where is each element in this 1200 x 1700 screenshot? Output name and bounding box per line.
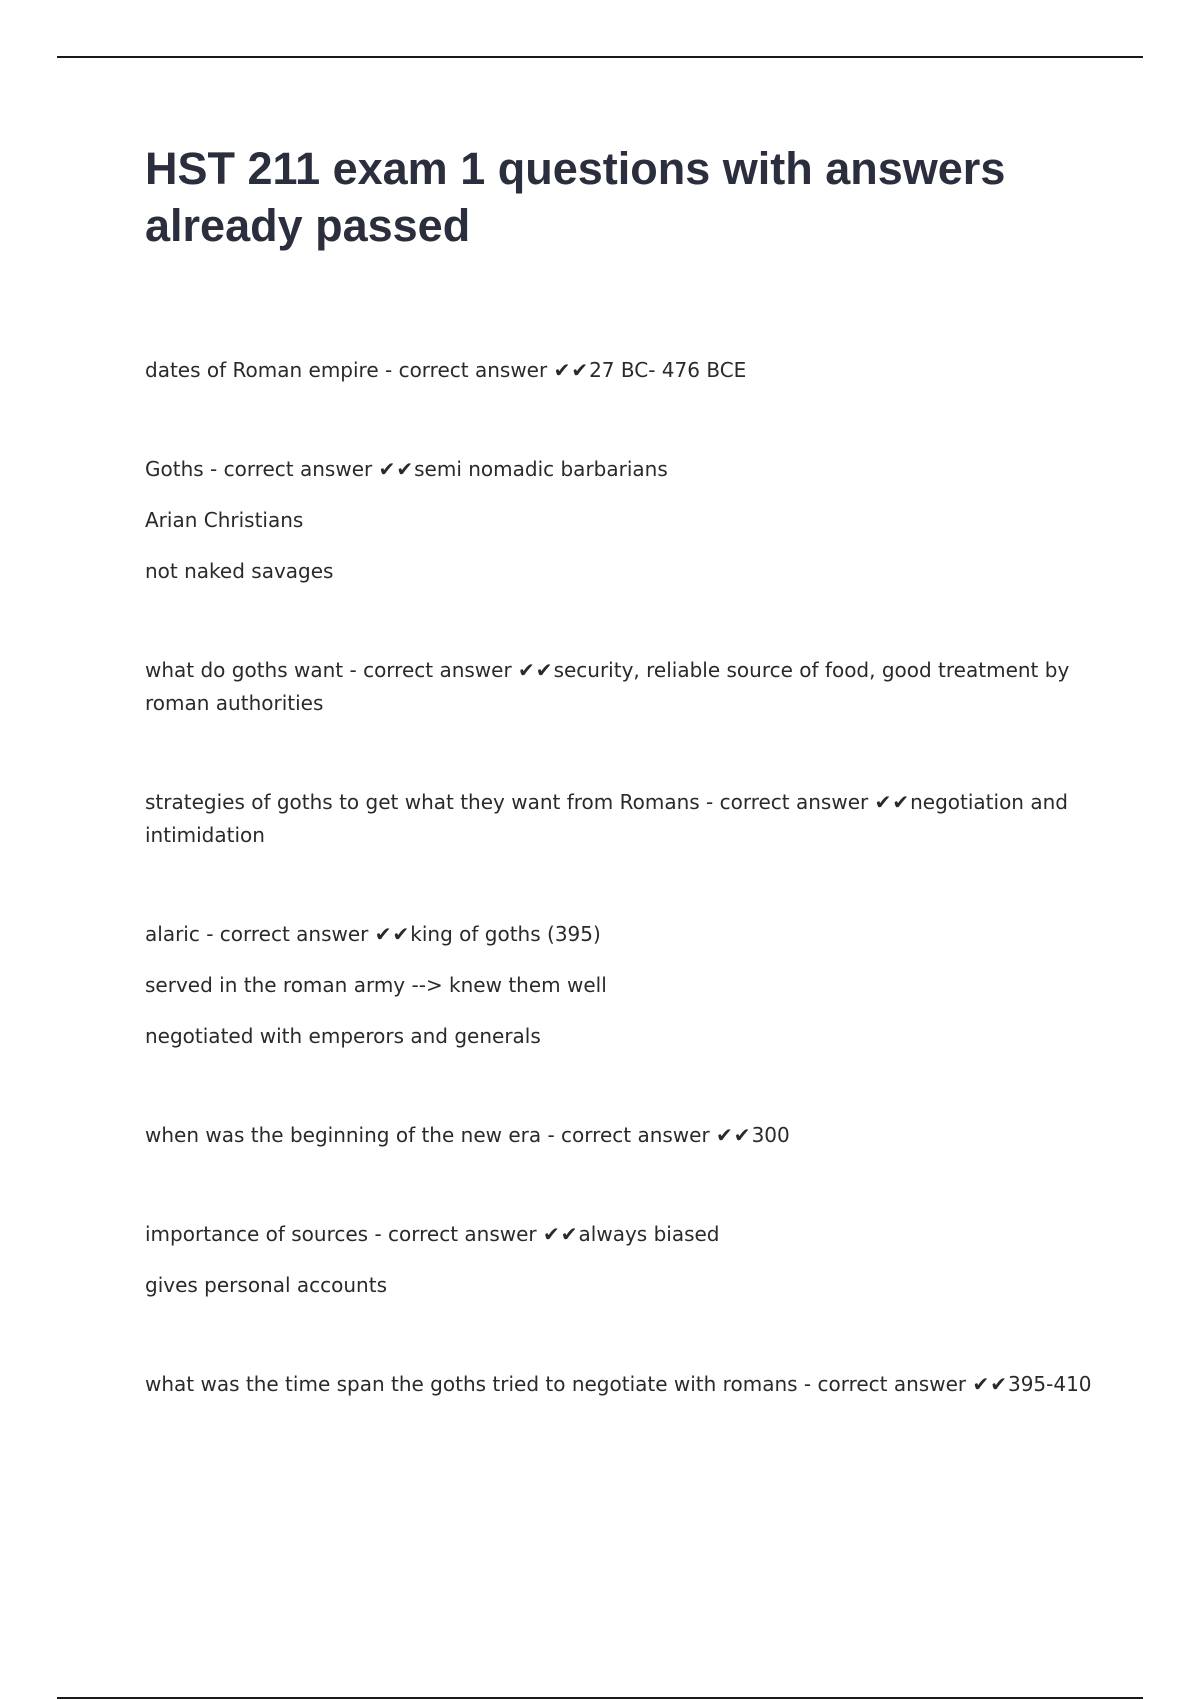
answer-text: 300 xyxy=(751,1123,790,1147)
qa-item xyxy=(145,354,1095,387)
qa-item xyxy=(145,1119,1095,1152)
answer-text: semi nomadic barbarians xyxy=(414,457,668,481)
double-check-icon: ✔✔ xyxy=(518,658,554,682)
question-text: importance of sources - correct answer xyxy=(145,1222,544,1246)
qa-item xyxy=(145,918,1095,1053)
question-text: what was the time span the goths tried to negotiate with romans - correct answer xyxy=(145,1372,973,1396)
bottom-divider xyxy=(57,1697,1143,1699)
answer-extra-line: negotiated with emperors and generals xyxy=(145,1024,541,1048)
answer-text: always biased xyxy=(578,1222,720,1246)
top-divider xyxy=(57,56,1143,58)
question-text: strategies of goths to get what they want from Romans - correct answer xyxy=(145,790,875,814)
qa-line xyxy=(145,354,1095,387)
document-title: HST 211 exam 1 questions with answers already passed xyxy=(145,143,1006,251)
question-text: what do goths want - correct answer xyxy=(145,658,519,682)
question-text: alaric - correct answer xyxy=(145,922,375,946)
qa-item xyxy=(145,453,1095,588)
qa-line xyxy=(145,1119,1095,1152)
qa-line xyxy=(145,786,1095,852)
qa-item xyxy=(145,786,1095,852)
qa-item xyxy=(145,1218,1095,1302)
qa-line xyxy=(145,453,1095,486)
qa-line xyxy=(145,654,1095,720)
double-check-icon: ✔✔ xyxy=(972,1372,1008,1396)
double-check-icon: ✔✔ xyxy=(874,790,911,814)
double-check-icon: ✔✔ xyxy=(374,922,411,946)
qa-line xyxy=(145,1368,1095,1401)
answer-text: king of goths (395) xyxy=(410,922,601,946)
double-check-icon: ✔✔ xyxy=(543,1222,579,1246)
answer-extra-line: gives personal accounts xyxy=(145,1273,387,1297)
answer-text: negotiation and intimidation xyxy=(145,790,1068,847)
answer-text: 27 BC- 476 BCE xyxy=(589,358,747,382)
qa-line xyxy=(145,918,1095,951)
answer-text: 395-410 xyxy=(1007,1372,1092,1396)
answer-extra-line: served in the roman army --> knew them well xyxy=(145,973,607,997)
qa-list xyxy=(145,354,1095,1401)
question-text: when was the beginning of the new era - correct answer xyxy=(145,1123,717,1147)
answer-text: security, reliable source of food, good treatment by roman authorities xyxy=(145,658,1070,715)
qa-line xyxy=(145,1218,1095,1251)
qa-item xyxy=(145,1368,1095,1401)
question-text: dates of Roman empire - correct answer xyxy=(145,358,554,382)
double-check-icon: ✔✔ xyxy=(553,358,590,382)
answer-extra-line: Arian Christians xyxy=(145,508,304,532)
question-text: Goths - correct answer xyxy=(145,457,379,481)
document-body xyxy=(145,140,1095,1467)
double-check-icon: ✔✔ xyxy=(378,457,415,481)
double-check-icon: ✔✔ xyxy=(716,1123,752,1147)
qa-item xyxy=(145,654,1095,720)
answer-extra-line: not naked savages xyxy=(145,559,334,583)
